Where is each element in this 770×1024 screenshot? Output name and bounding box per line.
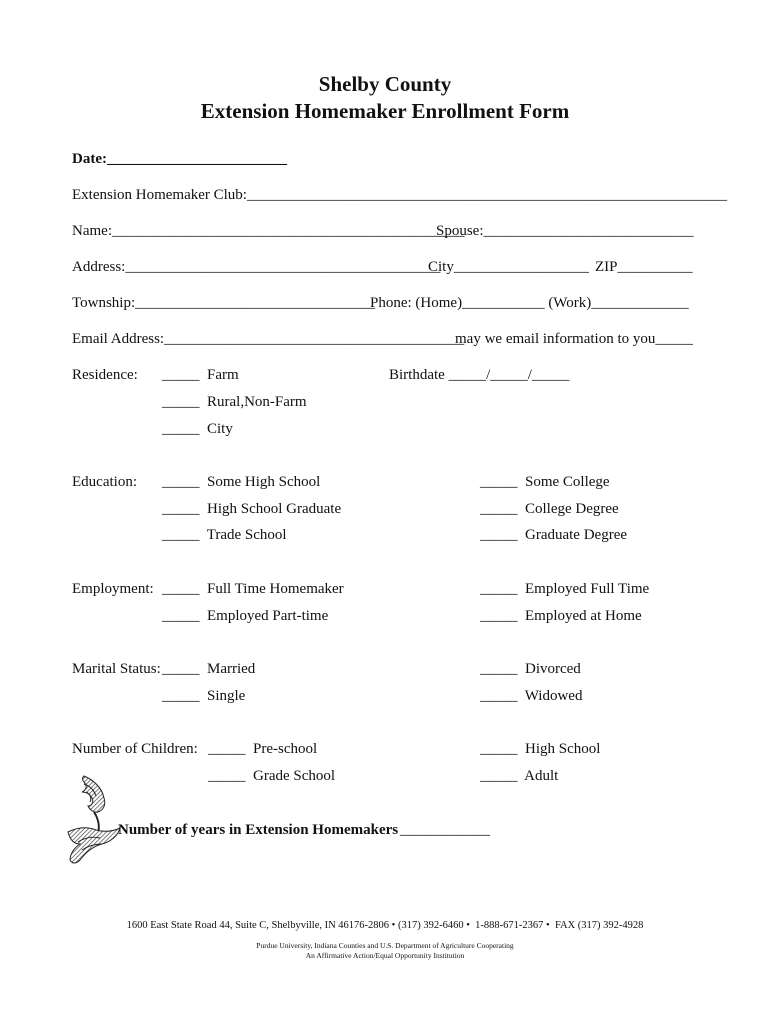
residence-option-city[interactable]: _____ City <box>162 421 233 437</box>
marital-status-label: Marital Status: <box>72 661 161 677</box>
education-option-graduate-degree[interactable]: _____ Graduate Degree <box>480 527 628 543</box>
years-in-extension-label: Number of years in Extension Homemakers <box>118 822 399 838</box>
footer-equal-opportunity: An Affirmative Action/Equal Opportunity Institution <box>305 951 465 960</box>
employment-option-full-time-homemaker[interactable]: _____ Full Time Homemaker <box>162 581 344 597</box>
education-option-some-high-school[interactable]: _____ Some High School <box>162 474 321 490</box>
date-field[interactable]: Date:________________________ <box>72 151 287 167</box>
education-option-some-college[interactable]: _____ Some College <box>480 474 610 490</box>
zip-field[interactable]: ZIP__________ <box>595 259 693 275</box>
city-field[interactable]: City__________________ <box>428 259 589 275</box>
employment-option-at-home[interactable]: _____ Employed at Home <box>480 608 642 624</box>
marital-option-divorced[interactable]: _____ Divorced <box>480 661 581 677</box>
education-option-trade-school[interactable]: _____ Trade School <box>162 527 287 543</box>
marital-option-married[interactable]: _____ Married <box>162 661 256 677</box>
birthdate-field[interactable]: Birthdate _____/_____/_____ <box>389 367 570 383</box>
spouse-field[interactable]: Spouse:____________________________ <box>436 223 694 239</box>
children-option-high-school[interactable]: _____ High School <box>480 741 601 757</box>
children-option-pre-school[interactable]: _____ Pre-school <box>208 741 318 757</box>
years-in-extension-field[interactable]: ____________ <box>400 822 490 838</box>
email-field[interactable]: Email Address:________________________________________ <box>72 331 465 347</box>
township-field[interactable]: Township:________________________________ <box>72 295 376 311</box>
extension-hands-logo-icon <box>64 772 124 868</box>
education-option-college-degree[interactable]: _____ College Degree <box>480 501 619 517</box>
footer-cooperating: Purdue University, Indiana Counties and U.S. Department of Agriculture Cooperating <box>256 941 514 950</box>
education-option-high-school-graduate[interactable]: _____ High School Graduate <box>162 501 342 517</box>
employment-label: Employment: <box>72 581 154 597</box>
residence-label: Residence: <box>72 367 138 383</box>
children-label: Number of Children: <box>72 741 198 757</box>
form-title-county: Shelby County <box>318 72 452 96</box>
children-option-grade-school[interactable]: _____ Grade School <box>208 768 336 784</box>
children-option-adult[interactable]: _____ Adult <box>480 768 559 784</box>
employment-option-full-time[interactable]: _____ Employed Full Time <box>480 581 650 597</box>
name-field[interactable]: Name:_______________________________________________ <box>72 223 465 239</box>
employment-option-part-time[interactable]: _____ Employed Part-time <box>162 608 329 624</box>
address-field[interactable]: Address:__________________________________________ <box>72 259 441 275</box>
residence-option-farm[interactable]: _____ Farm <box>162 367 239 383</box>
marital-option-widowed[interactable]: _____ Widowed <box>480 688 583 704</box>
education-label: Education: <box>72 474 137 490</box>
footer-address: 1600 East State Road 44, Suite C, Shelbyville, IN 46176-2806 • (317) 392-6460 • 1-888-671-2367 • FAX (317) 392-4928 <box>126 920 644 931</box>
email-consent-field[interactable]: may we email information to you_____ <box>455 331 693 347</box>
form-title: Extension Homemaker Enrollment Form <box>200 99 570 123</box>
club-field[interactable]: Extension Homemaker Club:________________________________________________________________ <box>72 187 727 203</box>
marital-option-single[interactable]: _____ Single <box>162 688 246 704</box>
phone-field[interactable]: Phone: (Home)___________ (Work)_____________ <box>370 295 689 311</box>
residence-option-rural[interactable]: _____ Rural,Non-Farm <box>162 394 307 410</box>
